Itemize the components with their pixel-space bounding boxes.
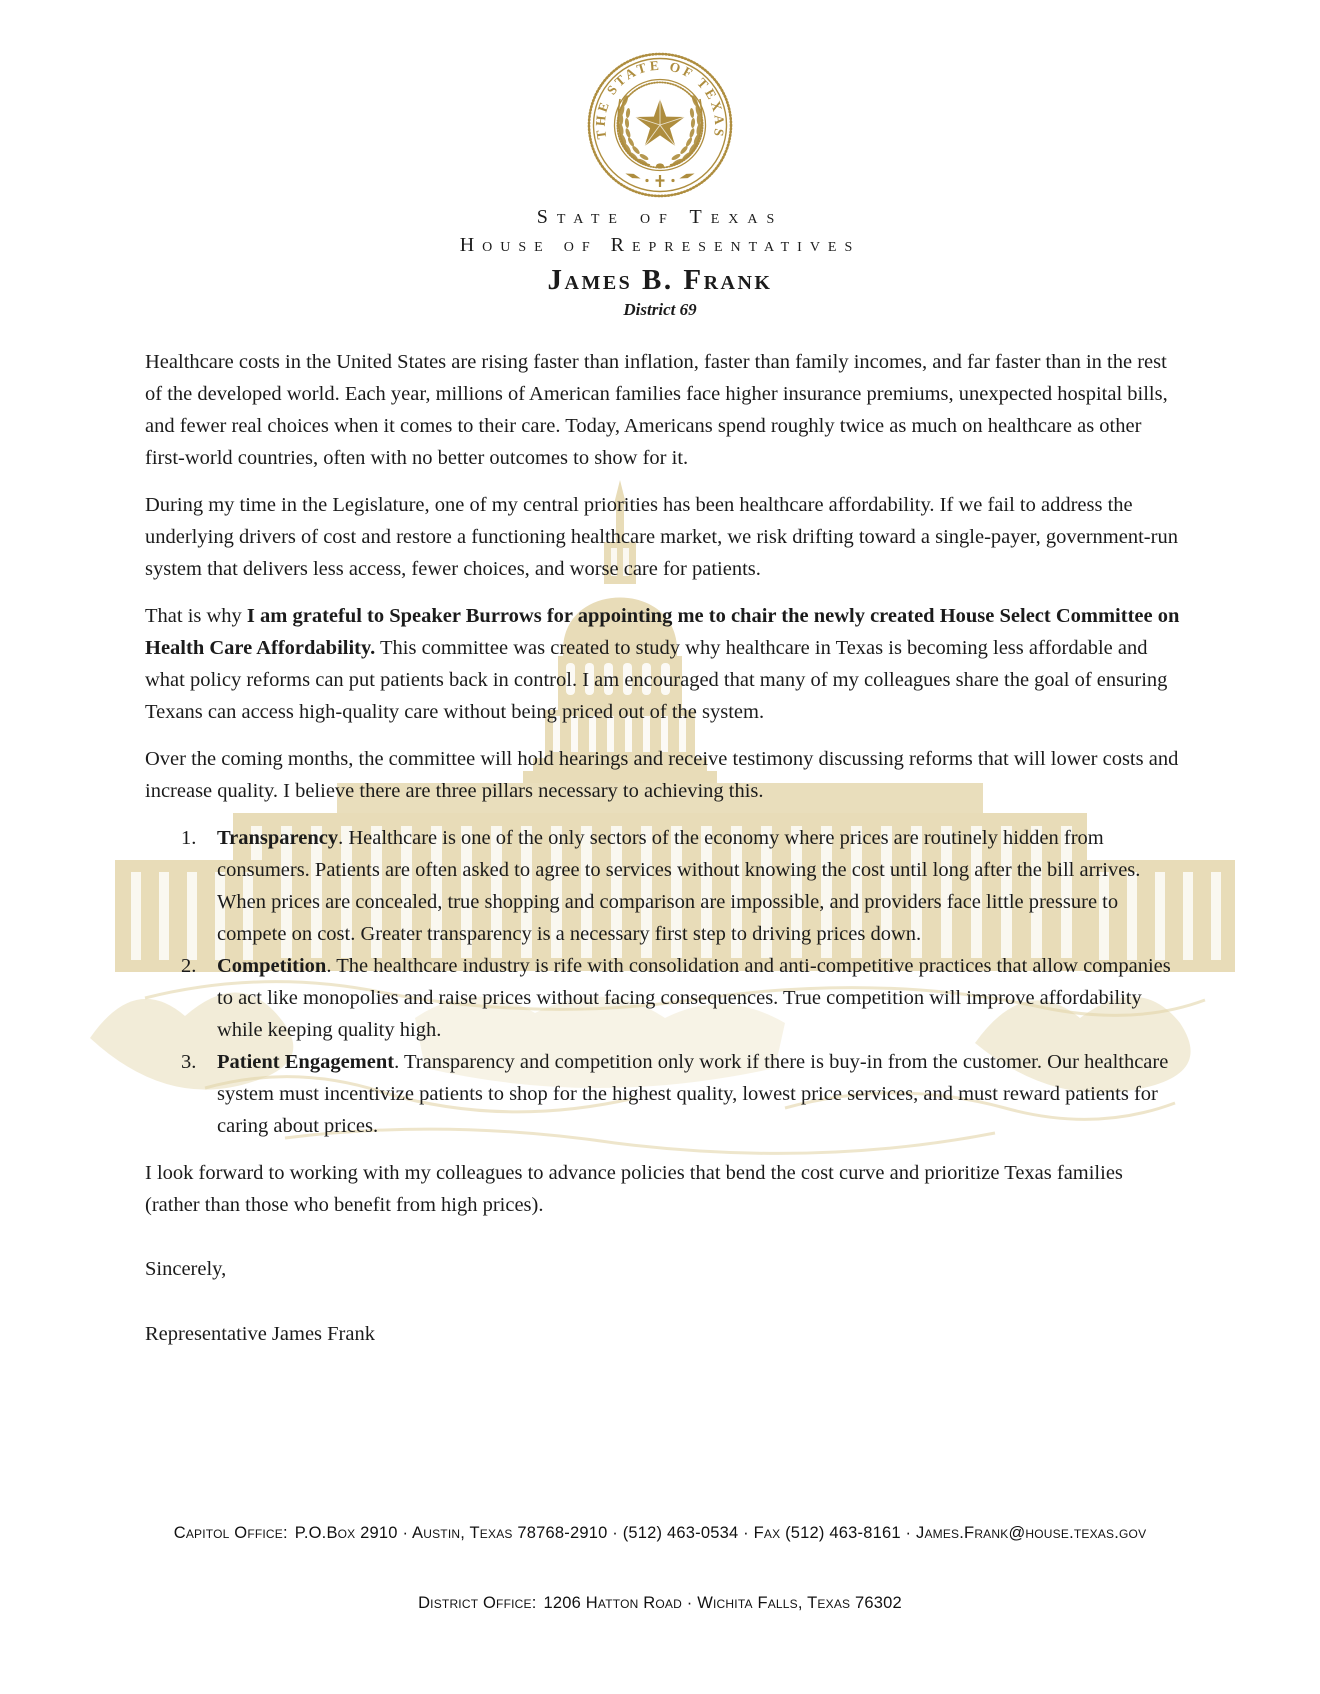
list-item-term: Patient Engagement <box>217 1050 395 1073</box>
seal-bottom-ornaments-icon <box>625 171 696 187</box>
list-item-number: 1. <box>181 826 197 849</box>
signature-line: Representative James Frank <box>145 1322 375 1345</box>
footer-district-value: 1206 Hatton Road · Wichita Falls, Texas 76302 <box>543 1594 902 1612</box>
paragraph-3-prefix: That is why <box>145 604 247 627</box>
seal-ring-text: THE STATE OF TEXAS <box>592 57 728 141</box>
paragraph-5: I look forward to working with my colleagues to advance policies that bend the cost curve and prioritize Texas families (rather than those who benefit from high prices). <box>145 1161 1123 1216</box>
paragraph-3-rest: This committee was created to study why healthcare in Texas is becoming less affordable and what policy reforms can put patients back in control. I am encouraged that many of my colleagues share the goal of ensuring Texans can access high-quality care without being priced out of the system. <box>145 636 1168 723</box>
org-house-line: House of Representatives <box>459 234 861 256</box>
letterhead <box>0 50 1320 320</box>
footer-capitol-office <box>0 1524 1320 1543</box>
list-item-body: Healthcare is one of the only sectors of the economy where prices are routinely hidden from consumers. Patients are often asked to agree to services without knowing the cost until long after the bill arrives. When prices are concealed, true shopping and comparison are impossible, and providers face little pressure to compete on cost. Greater transparency is a necessary first step to driving prices down. <box>217 826 1141 945</box>
paragraph-3 <box>145 600 1180 728</box>
list-item-term: Competition <box>217 954 327 977</box>
list-item <box>145 822 1180 950</box>
footer-capitol-label: Capitol Office: <box>173 1524 288 1542</box>
list-item <box>145 950 1180 1046</box>
paragraph-3-bold: I am grateful to Speaker Burrows for appointing me to chair the newly created House Select Committee on Health Care Affordability. <box>145 604 1180 659</box>
letter-body <box>145 346 1180 1350</box>
closing-line: Sincerely, <box>145 1257 227 1280</box>
list-item-number: 2. <box>181 954 197 977</box>
texas-state-seal-icon <box>585 50 735 200</box>
list-item-body: Transparency and competition only work if there is buy-in from the customer. Our healthcare system must incentivize patients to shop for the highest quality, lowest price services, and must reward patients for caring about prices. <box>217 1050 1169 1137</box>
org-state-line: State of Texas <box>536 206 784 228</box>
list-item-separator: . <box>326 954 337 977</box>
list-item-separator: . <box>338 826 349 849</box>
paragraph-4: Over the coming months, the committee will hold hearings and receive testimony discussing reforms that will lower costs and increase quality. I believe there are three pillars necessary to achieving this. <box>145 747 1179 802</box>
district-label: District 69 <box>623 299 697 319</box>
list-item <box>145 1046 1180 1142</box>
member-name: James B. Frank <box>547 264 773 296</box>
list-item-text <box>217 822 1180 950</box>
footer-district-office <box>0 1594 1320 1613</box>
footer-capitol-value: P.O.Box 2910 · Austin, Texas 78768-2910 · (512) 463-0534 · Fax (512) 463-8161 · James.Frank@house.texas.gov <box>294 1524 1147 1542</box>
list-item-text <box>217 950 1180 1046</box>
list-item-number: 3. <box>181 1050 197 1073</box>
wreath-branch-icon <box>670 95 702 167</box>
list-item-text <box>217 1046 1180 1142</box>
pillars-list <box>145 822 1180 1142</box>
list-item-separator: . <box>394 1050 404 1073</box>
list-item-body: The healthcare industry is rife with consolidation and anti-competitive practices that allow companies to act like monopolies and raise prices without facing consequences. True competition will improve affordability while keeping quality high. <box>217 954 1171 1041</box>
list-item-term: Transparency <box>217 826 339 849</box>
footer-district-label: District Office: <box>418 1594 537 1612</box>
lone-star-icon <box>635 99 684 146</box>
paragraph-1: Healthcare costs in the United States are rising faster than inflation, faster than family incomes, and far faster than in the rest of the developed world. Each year, millions of American families face higher insurance premiums, unexpected hospital bills, and fewer real choices when it comes to their care. Today, Americans spend roughly twice as much on healthcare as other first-world countries, often with no better outcomes to show for it. <box>145 350 1168 469</box>
paragraph-2: During my time in the Legislature, one of my central priorities has been healthcare affordability. If we fail to address the underlying drivers of cost and restore a functioning healthcare market, we risk drifting toward a single-payer, government-run system that delivers less access, fewer choices, and worse care for patients. <box>145 493 1178 580</box>
